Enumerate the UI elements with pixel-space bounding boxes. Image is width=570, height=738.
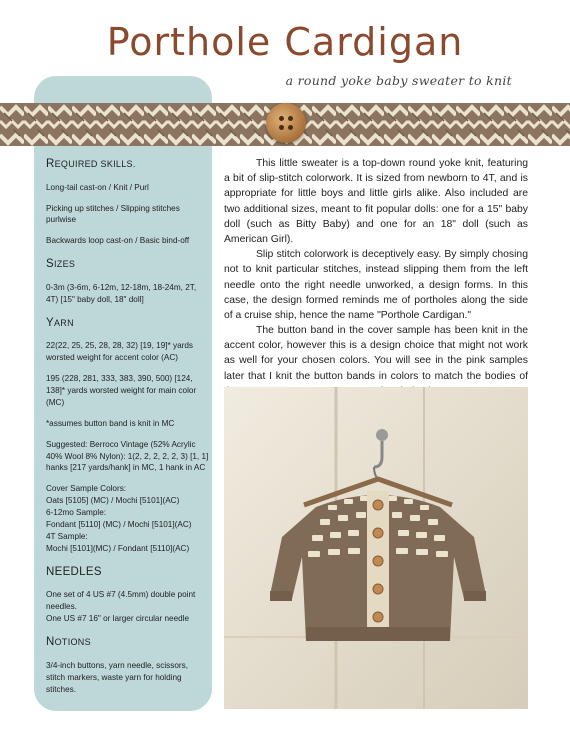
- intro-paragraph: This little sweater is a top-down round yoke knit, featuring a bit of slip-stitch colorwork. It is sized from newborn to 4T, and is appropriate for little boys and little girls alike. Also included are two additional sizes, meant to fit popular dolls: one for a 15" baby doll (such as Bitty Baby) and one for an 18" doll (such as American Girl).: [224, 158, 528, 245]
- needles-line: One US #7 16" or larger circular needle: [46, 614, 190, 624]
- skill-item: Picking up stitches / Slipping stitches purlwise: [46, 203, 180, 225]
- page-title: Porthole Cardigan: [106, 20, 464, 64]
- sample-colors-line: Mochi [5101](MC) / Fondant [5110](AC): [46, 543, 190, 553]
- needles-heading: NEEDLES: [46, 565, 102, 578]
- sidebar-content: [46, 156, 209, 704]
- yarn-heading: YARN: [46, 316, 74, 329]
- sample-colors-line: Cover Sample Colors:: [46, 484, 127, 494]
- cardigan-photo: [224, 387, 528, 709]
- wooden-button-icon: [266, 103, 306, 143]
- notions-heading: NOTIONS: [46, 636, 91, 649]
- sample-colors-line: Oats [5105] (MC) / Mochi [5101](AC): [46, 496, 180, 506]
- sizes-heading: SIZES: [46, 258, 76, 271]
- required-skills-heading: REQUIRED SKILLS.: [46, 158, 136, 170]
- yarn-accent-text: 22(22, 25, 25, 28, 28, 32) [19, 19]* yards worsted weight for accent color (AC): [46, 341, 194, 363]
- sample-colors-line: 6-12mo Sample:: [46, 508, 107, 518]
- intro-text: [224, 156, 528, 399]
- yarn-main-text: 195 (228, 281, 333, 383, 390, 500) [124, 138]* yards worsted weight for main color (MC): [46, 374, 197, 407]
- intro-paragraph: The button band in the cover sample has been knit in the accent color, however this is a design choice that might not work as well for your chosen colors. You will see in the pink samples later that I knit the button bands in colors to match the bodies of: [224, 325, 528, 382]
- sample-colors-line: 4T Sample:: [46, 531, 88, 541]
- skill-item: Backwards loop cast-on / Basic bind-off: [46, 236, 190, 246]
- notions-text: 3/4-inch buttons, yarn needle, scissors, stitch markers, waste yarn for holding stitches.: [46, 660, 188, 694]
- skill-item: Long-tail cast-on / Knit / Purl: [46, 182, 149, 192]
- yarn-suggested: Suggested: Berroco Vintage (52% Acrylic 40% Wool 8% Nylon): 1(2, 2, 2, 2, 2, 3) [1, 1] hanks [217 yards/hank] in MC, 1 hank in AC: [46, 439, 209, 473]
- yarn-note: *assumes button band is knit in MC: [46, 418, 175, 428]
- sample-colors-line: Fondant [5110] (MC) / Mochi [5101](AC): [46, 520, 192, 530]
- intro-paragraph: Slip stitch colorwork is deceptively easy. By simply chosing not to knit particular stitches, instead slipping them from the left needle onto the right needle unworked, a design forms. In this case, the design formed reminds me of portholes along the side of a cruise ship, hence the name "Porthole Cardigan.": [224, 249, 528, 321]
- sample-colors: [46, 483, 209, 554]
- needles-text: [46, 589, 209, 625]
- page-subtitle: a round yoke baby sweater to knit: [285, 73, 512, 88]
- needles-line: One set of 4 US #7 (4.5mm) double point needles.: [46, 590, 196, 612]
- sizes-text: 0-3m (3-6m, 6-12m, 12-18m, 18-24m, 2T, 4T) [15" baby doll, 18" doll]: [46, 282, 197, 304]
